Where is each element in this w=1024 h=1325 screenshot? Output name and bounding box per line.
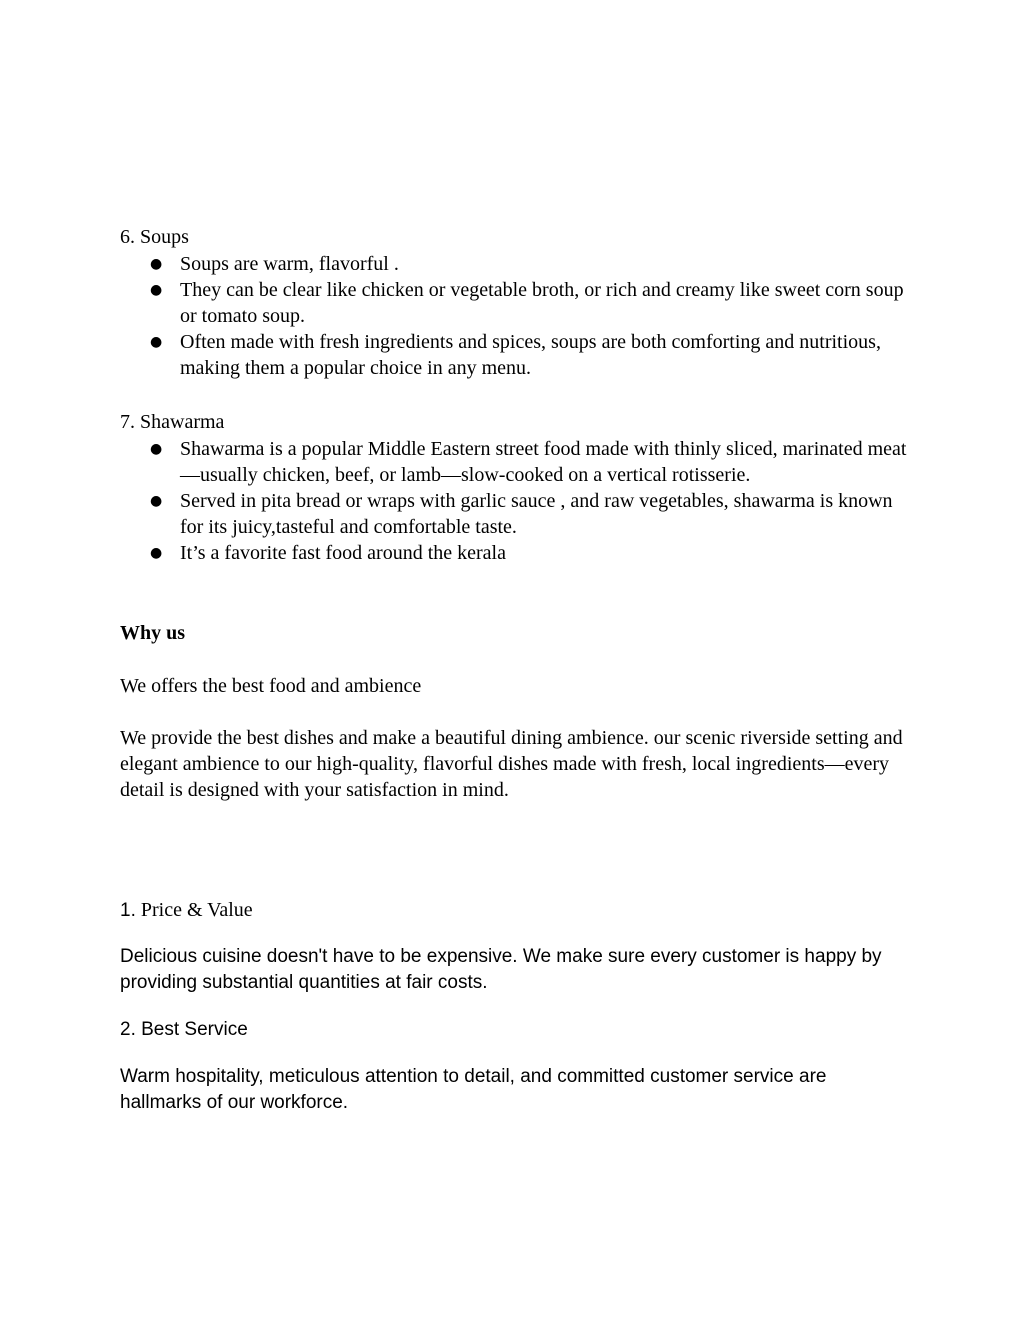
bullet-icon: ● [150, 441, 163, 457]
shawarma-heading: 7. Shawarma [120, 411, 225, 433]
bullet-icon: ● [150, 282, 163, 298]
bullet-icon: ● [150, 545, 163, 561]
list-item: ● Served in pita bread or wraps with garlic sauce , and raw vegetables, shawarma is known for its juicy,tasteful and comfortable taste. [150, 490, 893, 538]
why-us-tagline: We offers the best food and ambience [120, 675, 422, 697]
best-service-body: Warm hospitality, meticulous attention to detail, and committed customer service are hallmarks of our workforce. [120, 1066, 827, 1113]
bullet-icon: ● [150, 256, 163, 272]
list-item: ● They can be clear like chicken or vegetable broth, or rich and creamy like sweet corn soup or tomato soup. [150, 279, 904, 327]
list-item: ● Soups are warm, flavorful . [150, 253, 399, 275]
list-item: ● It’s a favorite fast food around the kerala [150, 542, 506, 564]
soups-heading: 6. Soups [120, 226, 189, 248]
list-item: ● Often made with fresh ingredients and spices, soups are both comforting and nutritious, making them a popular choice in any menu. [150, 331, 881, 379]
why-us-heading: Why us [120, 622, 186, 644]
list-item: ● Shawarma is a popular Middle Eastern street food made with thinly sliced, marinated meat—usually chicken, beef, or lamb—slow-cooked on a vertical rotisserie. [150, 438, 907, 486]
price-value-heading: 1. Price & Value [120, 899, 253, 921]
best-service-heading: 2. Best Service [120, 1019, 248, 1040]
why-us-paragraph: We provide the best dishes and make a beautiful dining ambience. our scenic riverside setting and elegant ambience to our high-quality, flavorful dishes made with fresh, local ingredients—every detail is designed with your satisfaction in mind. [120, 727, 903, 801]
shawarma-bullet-list [120, 436, 910, 566]
price-value-body: Delicious cuisine doesn't have to be expensive. We make sure every customer is happy by providing substantial quantities at fair costs. [120, 946, 882, 993]
soups-bullet-list [120, 251, 910, 381]
bullet-icon: ● [150, 334, 163, 350]
bullet-icon: ● [150, 493, 163, 509]
